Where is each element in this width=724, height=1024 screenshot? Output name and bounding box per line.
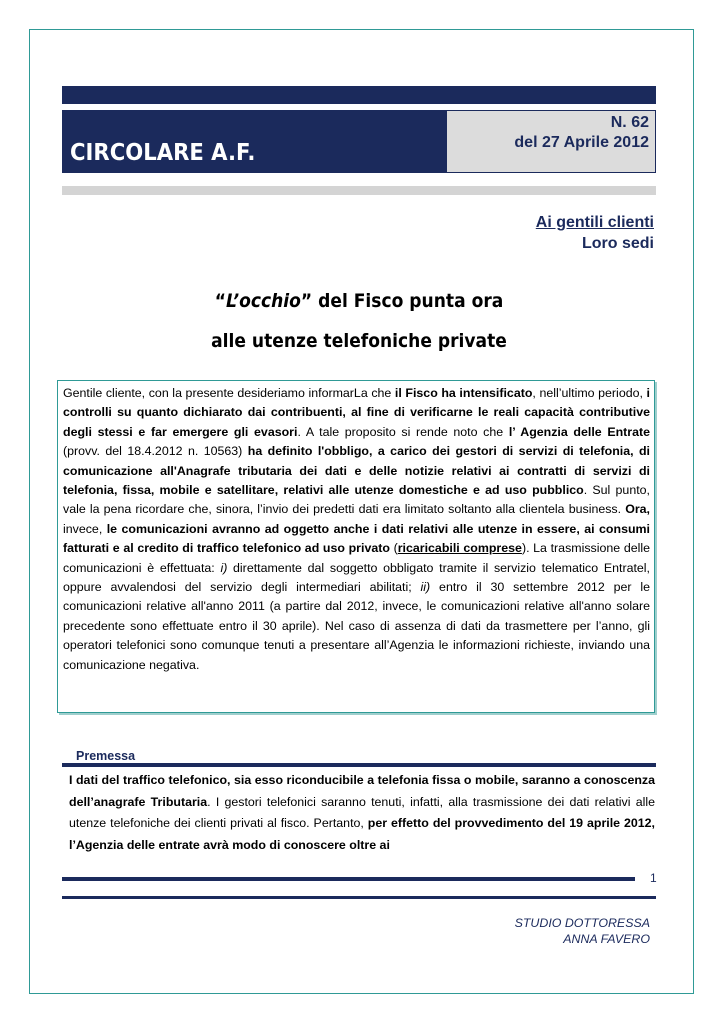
box-bold: Ora, — [625, 502, 650, 517]
box-text: , nell’ultimo periodo, — [532, 386, 647, 400]
header-banner — [62, 110, 656, 173]
box-bold: il Fisco ha intensificato — [394, 386, 533, 400]
document-title-line2: alle utenze telefoniche private — [211, 330, 507, 352]
footer-rule-bottom — [62, 896, 656, 899]
header-gray-bar — [62, 186, 656, 195]
para-bold: per effetto del provvedimento del 19 aprile 2012, l’Agenzia delle entrate avrà modo di conoscere oltre ai — [69, 816, 655, 852]
header-top-bar — [62, 86, 656, 104]
title-line1-rest: ” del Fisco punta ora — [300, 290, 504, 312]
studio-line2: ANNA FAVERO — [563, 932, 650, 946]
para-bold: I dati del traffico telefonico, sia esso riconducibile a telefonia fissa o mobile, saranno a conoscenza dell’anagrafe Tributaria — [69, 773, 655, 809]
box-bold: ha definito l'obbligo, a carico dei gestori di servizi di telefonia, di comunicazione all'Anagrafe tributaria dei dati e delle notizie relativi ai contratti di servizi di telefonia, fissa, mobile e satellitare, relativi alle utenze domestiche e ad uso pubblico — [63, 444, 651, 498]
footer-rule-top — [62, 877, 635, 881]
section-heading-premessa: Premessa — [76, 749, 136, 763]
box-text: . Sul punto, vale la pena ricordare che, sinora, l’invio dei predetti dati era limitato soltanto alla clientela business. — [63, 483, 650, 517]
circular-number-date — [514, 113, 649, 153]
box-bold: le comunicazioni avranno ad oggetto anche i dati relativi alle utenze in essere, ai consumi fatturati e al credito di traffico telefonico ad uso privato — [63, 521, 650, 556]
box-italic: i) — [220, 560, 228, 575]
header-title-block — [62, 110, 446, 173]
studio-line1: STUDIO DOTTORESSA — [514, 916, 650, 930]
box-text: (provv. del 18.4.2012 n. 10563) — [63, 444, 248, 459]
premessa-paragraph — [69, 770, 655, 856]
studio-signature — [515, 915, 650, 947]
circular-number: N. 62 — [610, 114, 649, 131]
summary-box — [57, 380, 655, 713]
box-text: ). La trasmissione delle comunicazioni è effettuata: — [63, 541, 650, 575]
recipients-line2: Loro sedi — [581, 235, 654, 252]
page-number: 1 — [650, 871, 657, 885]
section-rule — [62, 763, 656, 767]
box-text: Gentile cliente, con la presente desideriamo informarLa che — [63, 386, 395, 400]
recipients-line1: Ai gentili clienti — [535, 214, 654, 231]
box-text: ( — [389, 541, 398, 556]
box-underlined: ricaricabili comprese — [397, 541, 522, 556]
box-bold: i controlli su quanto dichiarato dai contribuenti, al fine di verificarne le reali capacità contributive degli stessi e far emergere gli evasori — [63, 386, 650, 439]
box-text: invece, — [63, 521, 107, 536]
box-text: direttamente dal soggetto obbligato tramite il servizio telematico Entratel, oppure avvalendosi del servizio degli intermediari abilitati; — [63, 560, 650, 595]
header-number-block — [446, 110, 656, 173]
circular-title: CIRCOLARE A.F. — [70, 140, 256, 166]
title-open-quote: “ — [214, 290, 226, 312]
para-text: . I gestori telefonici saranno tenuti, infatti, alla trasmissione dei dati relativi alle utenze telefoniche dei clienti privati al fisco. Pertanto, — [69, 794, 655, 830]
document-title-line1 — [92, 290, 627, 312]
circular-date: del 27 Aprile 2012 — [514, 134, 649, 151]
title-italic-word: L’occhio — [225, 290, 301, 312]
box-text: . A tale proposito si rende noto che — [297, 424, 509, 439]
box-bold: l’ Agenzia delle Entrate — [508, 424, 651, 439]
box-italic: ii) — [420, 580, 431, 595]
box-text: entro il 30 settembre 2012 per le comunicazioni relative all'anno 2011 (a partire dal 2012, invece, le comunicazioni relative all'anno solare precedente sono effettuate entro il 30 aprile). Nel caso di assenza di dati da trasmettere per l’anno, gli operatori telefonici sono comunque tenuti a presentare all’Agenzia le informazioni richieste, inviando una comunicazione negativa. — [63, 580, 650, 672]
recipients — [536, 212, 654, 254]
